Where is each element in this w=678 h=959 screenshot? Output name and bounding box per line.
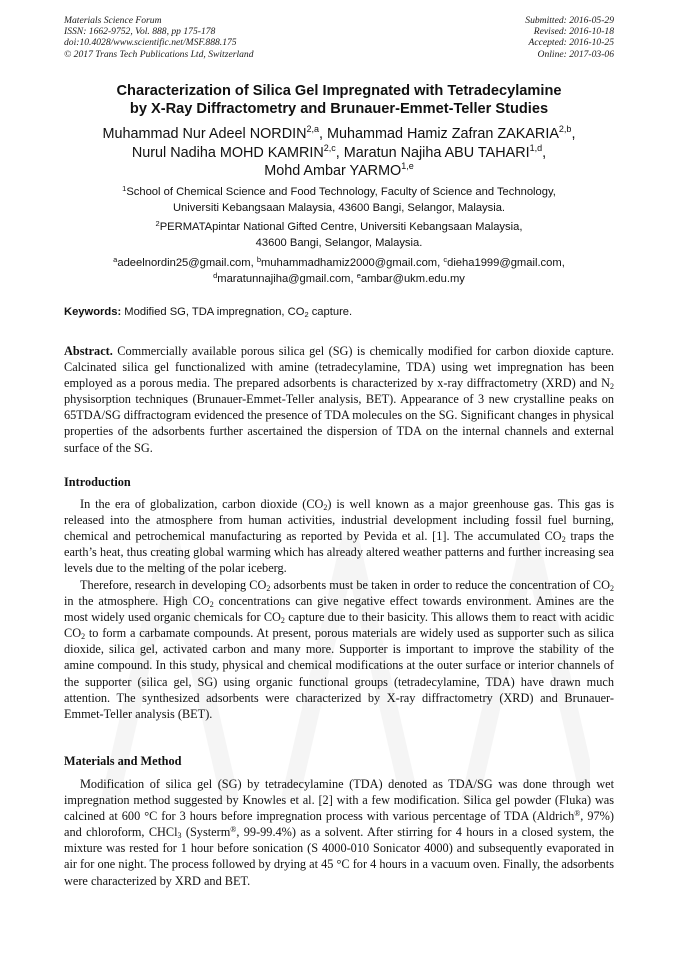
author-affiliation-mark: 2,b (558, 124, 572, 134)
keywords-text: Modified SG, TDA impregnation, CO (121, 306, 305, 318)
author-separator: , (542, 144, 547, 161)
affiliation-1-line-1 (40, 185, 638, 201)
author-name: Muhammad Hamiz Zafran ZAKARIA (327, 126, 559, 142)
subscript: 2 (323, 503, 328, 512)
copyright-line: © 2017 Trans Tech Publications Ltd, Switzerland (64, 48, 254, 60)
subscript: 2 (280, 616, 285, 626)
paragraph-text: , 99-99.4%) as a solvent. After stirring for 4 hours in a closed system, the mixture was rested for 1 hour before sonication (S 4000-010 Sonicator 4000) and subsequently evaporated in air for one night. The process followed by drying at 45 °C for 4 hours in a vacuum oven. Finally, the adsorbents were characterized by XRD and BET. (64, 825, 614, 888)
subscript: 2 (266, 584, 271, 593)
subscript: 2 (609, 584, 614, 593)
email-address: muhammadhamiz2000@gmail.com, (260, 257, 444, 269)
introduction-heading: Introduction (64, 475, 131, 489)
keywords-label: Keywords: (64, 306, 122, 318)
subscript: 2 (561, 535, 566, 545)
journal-header-right (525, 15, 614, 60)
author-affiliation-mark: 2,a (306, 124, 319, 134)
abstract-text: physisorption techniques (Brunauer-Emmet-Teller analysis, BET). Appearance of 3 new crystalline peaks on 65TDA/SG diffractogram evidenced the presence of TDA molecules on the SG. Significant changes in physical properties of the adsorbents further ascertained the dispersion of TDA on the internal channels and external surface of the SG. (64, 392, 614, 455)
paragraph-text: ) is well known as a major greenhouse gas. This gas is released into the atmosphere from human activities, industrial development including fossil fuel burning, chemical and petrochemical manufacturing as reported by Pevida et al. [1]. The accumulated CO (64, 497, 614, 544)
affiliation-text: PERMATApintar National Gifted Centre, Universiti Kebangsaan Malaysia, (159, 221, 523, 233)
materials-method-paragraph (64, 776, 614, 889)
paragraph-text: adsorbents must be taken in order to reduce the concentration of CO (270, 578, 610, 592)
author-emails (40, 256, 638, 287)
email-address: dieha1999@gmail.com, (447, 257, 565, 269)
introduction-paragraph-2 (64, 577, 614, 722)
paragraph-text: traps the earth’s heat, thus creating global warming which has already altered weather patterns and further increasing sea levels due to the melting of the polar iceberg. (64, 529, 614, 576)
paragraph-text: capture due to their basicity. This allows them to react with acidic CO (64, 610, 614, 641)
email-mark: b (256, 255, 261, 264)
affiliation-text: School of Chemical Science and Food Technology, Faculty of Science and Technology, (126, 186, 556, 198)
journal-name: Materials Science Forum (64, 15, 162, 26)
email-address: maratunnajiha@gmail.com, (217, 272, 357, 285)
registered-mark: ® (574, 809, 581, 819)
author-separator: , (335, 144, 344, 161)
paragraph-text: in the atmosphere. High CO (64, 594, 210, 609)
author-name: Muhammad Nur Adeel NORDIN (102, 126, 307, 142)
keywords-text: capture. (308, 306, 353, 318)
author-affiliation-mark: 1,d (529, 142, 543, 153)
email-line-2 (40, 272, 638, 288)
email-mark: a (113, 255, 118, 264)
email-mark: d (213, 270, 218, 280)
subscript: 2 (304, 310, 309, 319)
affiliation-mark: 1 (122, 184, 127, 193)
affiliation-1 (40, 185, 638, 216)
email-mark: c (443, 255, 448, 264)
paragraph-text: In the era of globalization, carbon dioxide (CO (80, 497, 324, 511)
materials-method-heading: Materials and Method (64, 754, 182, 768)
registered-mark: ® (230, 825, 237, 835)
introduction-paragraph-1 (64, 496, 614, 576)
affiliation-2-line-1 (40, 220, 638, 236)
accepted-date: Accepted: 2016-10-25 (528, 37, 614, 49)
subscript: 3 (177, 831, 182, 841)
keywords-line (64, 305, 352, 319)
paragraph-text: , 97%) and chloroform, CHCl (64, 809, 614, 840)
author-line-2 (40, 144, 638, 163)
paper-title (40, 82, 638, 118)
abstract (64, 343, 614, 456)
author-separator: , (319, 126, 327, 142)
author-name: Mohd Ambar YARMO (264, 163, 402, 179)
author-affiliation-mark: 1,e (401, 161, 414, 171)
email-line-1 (40, 256, 638, 272)
author-name: Nurul Nadiha MOHD KAMRIN (131, 144, 324, 161)
email-address: ambar@ukm.edu.my (360, 272, 465, 285)
online-date: Online: 2017-03-06 (537, 48, 614, 60)
journal-issn: ISSN: 1662-9752, Vol. 888, pp 175-178 (64, 26, 216, 38)
journal-header-left (64, 15, 254, 60)
affiliation-2-line-2: 43600 Bangi, Selangor, Malaysia. (255, 236, 423, 249)
affiliation-mark: 2 (155, 219, 160, 228)
title-line-2: by X-Ray Diffractometry and Brunauer-Emmet-Teller Studies (129, 101, 549, 117)
author-line-1 (40, 125, 638, 144)
email-mark: e (356, 270, 361, 280)
author-line-3 (40, 162, 638, 181)
paragraph-text: Therefore, research in developing CO (80, 578, 267, 592)
subscript: 2 (81, 632, 86, 642)
title-line-1: Characterization of Silica Gel Impregnated with Tetradecylamine (116, 83, 562, 99)
author-name: Maratun Najiha ABU TAHARI (343, 144, 530, 161)
affiliation-2 (40, 220, 638, 251)
paragraph-text: to form a carbamate compounds. At present, porous materials are widely used as supporter such as silica dioxide, silica gel, activated carbon and many more. Supporter is important to improve the stability of the amine compound. In this study, physical and chemical modifications at the outer surface or interior channels of the supporter (silica gel, SG) using organic functional groups (tetradecylamine, TDA) have drawn much attention. The synthesized adsorbents were characterized by X-ray diffractometry (XRD) and Brunauer-Emmet-Teller analysis (BET). (64, 626, 614, 721)
paragraph-text: (Systerm (181, 825, 231, 840)
author-affiliation-mark: 2,c (323, 142, 336, 153)
submitted-date: Submitted: 2016-05-29 (525, 15, 614, 26)
subscript: 2 (610, 382, 614, 392)
subscript: 2 (209, 600, 214, 610)
revised-date: Revised: 2016-10-18 (533, 26, 614, 38)
author-separator: , (571, 126, 576, 142)
author-list (40, 125, 638, 181)
email-address: adeelnordin25@gmail.com, (117, 257, 257, 269)
abstract-label: Abstract. (64, 344, 113, 358)
article-doi: doi:10.4028/www.scientific.net/MSF.888.175 (64, 37, 237, 49)
abstract-text: Commercially available porous silica gel (SG) is chemically modified for carbon dioxide capture. Calcinated silica gel functionalized with amine (tetradecylamine, TDA) using wet impregnation has been employed as a porous media. The prepared adsorbents is characterized by x-ray diffractometry (XRD) and N (64, 344, 614, 391)
paragraph-text: Modification of silica gel (SG) by tetradecylamine (TDA) denoted as TDA/SG was done through wet impregnation method suggested by Knowles et al. [2] with a few modification. Silica gel powder (Fluka) was calcined at 600 °C for 3 hours before impregnation process with various percentage of TDA (Aldrich (64, 777, 614, 824)
affiliation-1-line-2: Universiti Kebangsaan Malaysia, 43600 Bangi, Selangor, Malaysia. (172, 201, 506, 214)
paragraph-text: concentrations can give negative effect towards environment. Amines are the most widely used organic chemicals for CO (64, 594, 614, 625)
